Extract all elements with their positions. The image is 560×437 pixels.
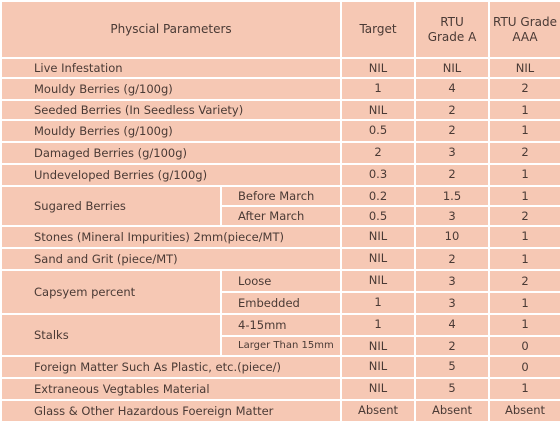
grade-aaa-cell: 1 xyxy=(489,292,560,314)
grade-a-cell: 3 xyxy=(415,206,489,226)
grade-a-cell: 3 xyxy=(415,292,489,314)
table-row xyxy=(1,142,560,164)
header-grade-a-line2: Grade A xyxy=(427,29,477,44)
header-grade-aaa xyxy=(489,1,560,58)
header-grade-a-line1: RTU xyxy=(440,14,464,29)
grade-a-cell: 2 xyxy=(415,100,489,120)
grade-a-cell: 2 xyxy=(415,164,489,186)
grade-a-cell: 10 xyxy=(415,226,489,248)
target-cell: 1 xyxy=(341,314,415,336)
grade-aaa-cell: 1 xyxy=(489,226,560,248)
grade-aaa-cell: 1 xyxy=(489,186,560,206)
param-cell: Glass & Other Hazardous Foereign Matter xyxy=(1,400,341,422)
param-cell: Capsyem percent xyxy=(1,270,221,314)
grade-a-cell: 3 xyxy=(415,142,489,164)
table-row xyxy=(1,78,560,100)
grade-aaa-cell: 1 xyxy=(489,248,560,270)
header-grade-aaa-line1: RTU Grade xyxy=(493,14,557,29)
grade-a-cell: 1.5 xyxy=(415,186,489,206)
target-cell: Absent xyxy=(341,400,415,422)
grade-aaa-cell: Absent xyxy=(489,400,560,422)
grade-aaa-cell: 1 xyxy=(489,164,560,186)
header-grade-aaa-line2: AAA xyxy=(512,29,538,44)
grade-a-cell: 3 xyxy=(415,270,489,292)
table-row xyxy=(1,226,560,248)
grade-a-cell: 2 xyxy=(415,120,489,142)
target-cell: NIL xyxy=(341,270,415,292)
table-row xyxy=(1,314,560,336)
sub-param-cell: Loose xyxy=(221,270,341,292)
target-cell: NIL xyxy=(341,58,415,78)
grade-aaa-cell: 2 xyxy=(489,206,560,226)
target-cell: 0.5 xyxy=(341,206,415,226)
grade-aaa-cell: 1 xyxy=(489,100,560,120)
grade-a-cell: NIL xyxy=(415,58,489,78)
header-grade-a xyxy=(415,1,489,58)
table-row xyxy=(1,248,560,270)
table-row xyxy=(1,100,560,120)
target-cell: NIL xyxy=(341,378,415,400)
grade-aaa-cell: 2 xyxy=(489,270,560,292)
target-cell: 0.3 xyxy=(341,164,415,186)
grade-aaa-cell: 0 xyxy=(489,336,560,356)
sub-param-cell: Before March xyxy=(221,186,341,206)
target-cell: NIL xyxy=(341,248,415,270)
grade-aaa-cell: 1 xyxy=(489,120,560,142)
grade-a-cell: 4 xyxy=(415,314,489,336)
sub-param-cell: Embedded xyxy=(221,292,341,314)
table-row xyxy=(1,356,560,378)
sub-param-cell: Larger Than 15mm xyxy=(221,336,341,356)
target-cell: NIL xyxy=(341,226,415,248)
sub-param-cell: 4-15mm xyxy=(221,314,341,336)
target-cell: NIL xyxy=(341,100,415,120)
param-cell: Stones (Mineral Impurities) 2mm(piece/MT) xyxy=(1,226,341,248)
table-row xyxy=(1,270,560,292)
table-row xyxy=(1,186,560,206)
param-cell: Undeveloped Berries (g/100g) xyxy=(1,164,341,186)
param-cell: Mouldy Berries (g/100g) xyxy=(1,120,341,142)
param-cell: Live Infestation xyxy=(1,58,341,78)
grade-a-cell: 5 xyxy=(415,378,489,400)
header-target: Target xyxy=(341,1,415,58)
target-cell: 1 xyxy=(341,292,415,314)
target-cell: NIL xyxy=(341,336,415,356)
table-row xyxy=(1,120,560,142)
param-cell: Damaged Berries (g/100g) xyxy=(1,142,341,164)
target-cell: 0.2 xyxy=(341,186,415,206)
target-cell: NIL xyxy=(341,356,415,378)
sub-param-cell: After March xyxy=(221,206,341,226)
header-parameters: Physcial Parameters xyxy=(1,1,341,58)
grade-a-cell: 2 xyxy=(415,336,489,356)
grade-a-cell: 4 xyxy=(415,78,489,100)
param-cell: Mouldy Berries (g/100g) xyxy=(1,78,341,100)
param-cell: Sugared Berries xyxy=(1,186,221,226)
target-cell: 1 xyxy=(341,78,415,100)
grade-aaa-cell: 1 xyxy=(489,378,560,400)
param-cell: Seeded Berries (In Seedless Variety) xyxy=(1,100,341,120)
param-cell: Stalks xyxy=(1,314,221,356)
grade-a-cell: 5 xyxy=(415,356,489,378)
grade-aaa-cell: 2 xyxy=(489,142,560,164)
grade-aaa-cell: 1 xyxy=(489,314,560,336)
param-cell: Sand and Grit (piece/MT) xyxy=(1,248,341,270)
table-row xyxy=(1,400,560,422)
grade-aaa-cell: NIL xyxy=(489,58,560,78)
header-row xyxy=(1,1,560,58)
target-cell: 0.5 xyxy=(341,120,415,142)
table-row xyxy=(1,164,560,186)
table-row xyxy=(1,58,560,78)
grade-a-cell: Absent xyxy=(415,400,489,422)
param-cell: Foreign Matter Such As Plastic, etc.(piece/) xyxy=(1,356,341,378)
target-cell: 2 xyxy=(341,142,415,164)
grade-aaa-cell: 0 xyxy=(489,356,560,378)
grade-a-cell: 2 xyxy=(415,248,489,270)
grade-aaa-cell: 2 xyxy=(489,78,560,100)
param-cell: Extraneous Vegtables Material xyxy=(1,378,341,400)
table-row xyxy=(1,378,560,400)
